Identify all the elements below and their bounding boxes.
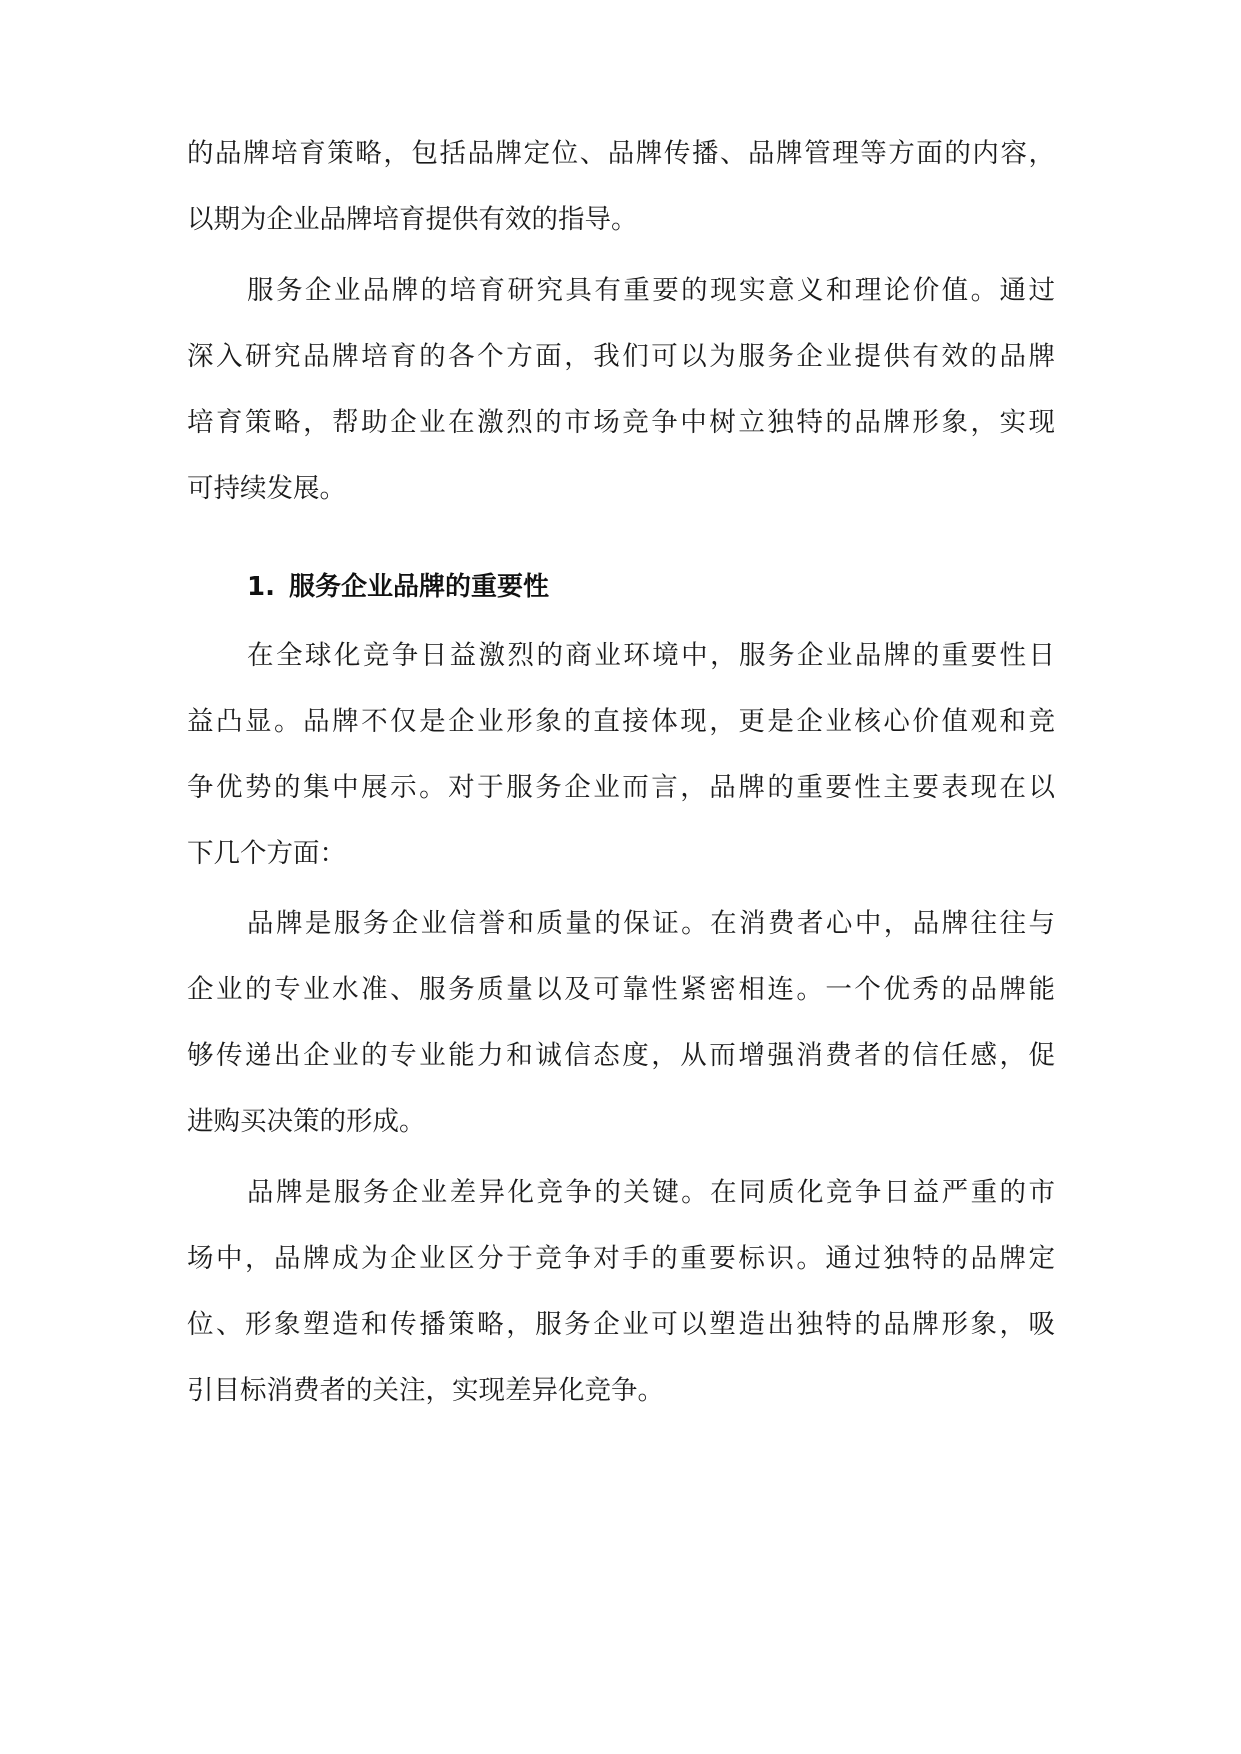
text-line: 够传递出企业的专业能力和诚信态度，从而增强消费者的信任感，促 bbox=[187, 1040, 1055, 1071]
section-heading bbox=[247, 567, 1055, 607]
text-line: 争优势的集中展示。对于服务企业而言，品牌的重要性主要表现在以 bbox=[187, 772, 1055, 803]
section-title: 服务企业品牌的重要性 bbox=[289, 572, 550, 602]
paragraph-first-line: 品牌是服务企业信誉和质量的保证。在消费者心中，品牌往往与 bbox=[247, 908, 1055, 939]
paragraph-first-line: 在全球化竞争日益激烈的商业环境中，服务企业品牌的重要性日 bbox=[247, 640, 1055, 671]
paragraph-first-line: 品牌是服务企业差异化竞争的关键。在同质化竞争日益严重的市 bbox=[247, 1177, 1055, 1208]
text-line: 的品牌培育策略，包括品牌定位、品牌传播、品牌管理等方面的内容， bbox=[187, 138, 1055, 169]
text-line: 进购买决策的形成。 bbox=[187, 1106, 426, 1137]
text-line: 可持续发展。 bbox=[187, 473, 346, 504]
text-line: 深入研究品牌培育的各个方面，我们可以为服务企业提供有效的品牌 bbox=[187, 341, 1055, 372]
text-line: 以期为企业品牌培育提供有效的指导。 bbox=[187, 204, 638, 235]
text-line: 位、形象塑造和传播策略，服务企业可以塑造出独特的品牌形象，吸 bbox=[187, 1309, 1055, 1340]
text-line: 培育策略，帮助企业在激烈的市场竞争中树立独特的品牌形象，实现 bbox=[187, 407, 1055, 438]
paragraph-first-line: 服务企业品牌的培育研究具有重要的现实意义和理论价值。通过 bbox=[247, 275, 1055, 306]
text-line: 引目标消费者的关注，实现差异化竞争。 bbox=[187, 1375, 664, 1406]
text-line: 场中，品牌成为企业区分于竞争对手的重要标识。通过独特的品牌定 bbox=[187, 1243, 1055, 1274]
section-number: 1. bbox=[247, 572, 275, 602]
text-line: 企业的专业水准、服务质量以及可靠性紧密相连。一个优秀的品牌能 bbox=[187, 974, 1055, 1005]
text-line: 下几个方面： bbox=[187, 838, 346, 869]
text-line: 益凸显。品牌不仅是企业形象的直接体现，更是企业核心价值观和竞 bbox=[187, 706, 1055, 737]
